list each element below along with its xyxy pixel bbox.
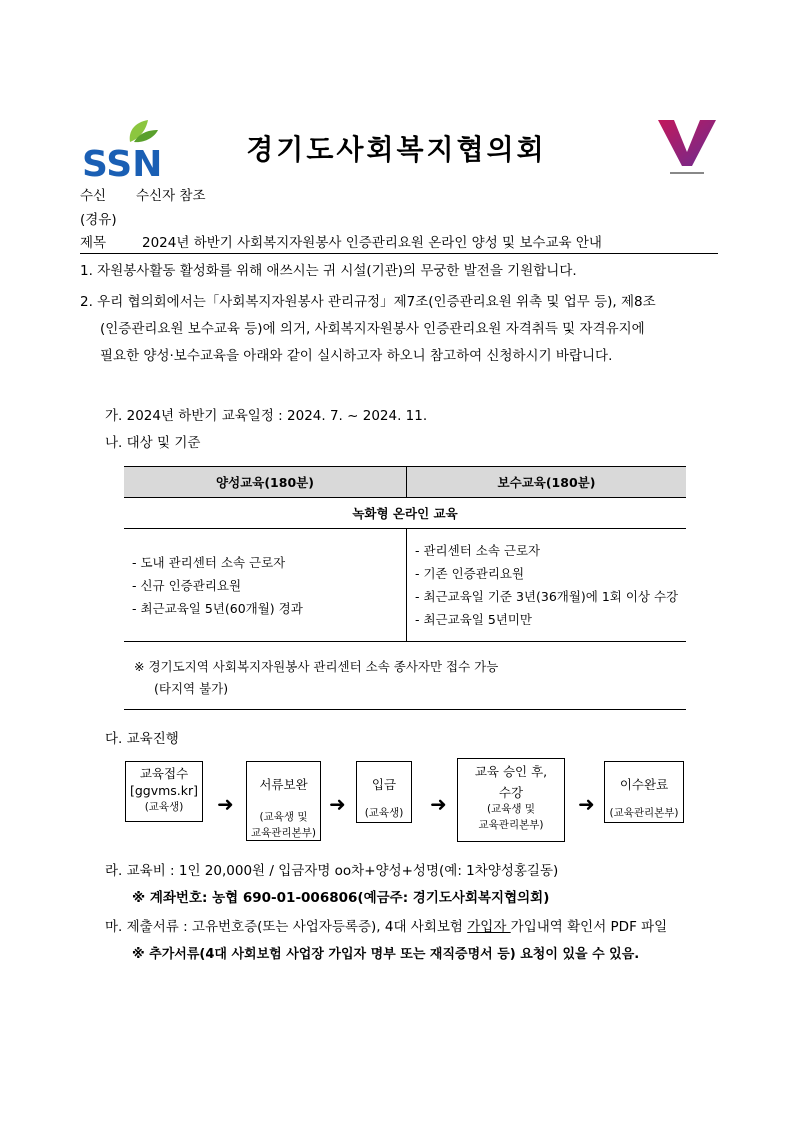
table-note-line-2: (타지역 불가) [154, 681, 229, 696]
paragraph-2-line-1: 2. 우리 협의회에서는「사회복지자원봉사 관리규정」제7조(인증관리요원 위촉 및 업무 등), 제8조 [80, 294, 656, 310]
flow-step-approval [457, 758, 565, 842]
flow-step-sub: (교육생 및 [486, 803, 535, 815]
flow-step-title: 입금 [371, 777, 397, 792]
flow-step-sub-2: 교육관리본부) [251, 827, 316, 839]
ssn-logo-text: SSN [82, 144, 162, 180]
flow-step-sub: (교육생 및 [259, 811, 308, 823]
v-logo [656, 118, 718, 178]
org-title: 경기도사회복지협의회 [246, 133, 547, 166]
flow-step-sub: (교육생) [144, 801, 184, 813]
subject-value: 2024년 하반기 사회복지자원봉사 인증관리요원 온라인 양성 및 보수교육 안내 [142, 235, 602, 251]
item-da: 다. 교육진행 [105, 731, 179, 747]
flow-step-title: 교육접수 [139, 766, 189, 781]
flow-step-sub-2: 교육관리본부) [478, 819, 544, 831]
arrow-icon: ➜ [578, 792, 595, 816]
flow-step-documents [246, 761, 321, 841]
item-ma-prefix: 마. 제출서류 : 고유번호증(또는 사업자등록증), 4대 사회보험 [105, 919, 468, 935]
subject-label: 제목 [80, 235, 107, 251]
flow-step-registration [125, 761, 203, 822]
list-item: - 신규 인증관리요원 [132, 577, 242, 593]
item-ma-underlined: 가입자 [467, 919, 511, 935]
table-bottom-rule [124, 709, 686, 710]
account-note: ※ 계좌번호: 농협 690-01-006806(예금주: 경기도사회복지협의회) [132, 890, 550, 906]
paragraph-1: 1. 자원봉사활동 활성화를 위해 애쓰시는 귀 시설(기관)의 무궁한 발전을 기원합니다. [80, 263, 577, 279]
flow-step-sub: (교육관리본부) [609, 807, 679, 819]
flow-step-title: 서류보완 [259, 777, 308, 792]
flow-step-title: 이수완료 [619, 777, 669, 792]
arrow-icon: ➜ [329, 792, 346, 816]
table-note [134, 656, 498, 700]
additional-docs-note: ※ 추가서류(4대 사회보험 사업장 가입자 명부 또는 재직증명서 등) 요청이 있을 수 있음. [132, 947, 640, 962]
flow-step-title-2: 수강 [498, 785, 524, 800]
list-item: - 최근교육일 5년미만 [415, 612, 533, 627]
list-item: - 도내 관리센터 소속 근로자 [132, 554, 286, 570]
table-note-line-1: ※ 경기도지역 사회복지자원봉사 관리센터 소속 종사자만 접수 가능 [134, 659, 499, 674]
arrow-icon: ➜ [430, 792, 447, 816]
item-ra: 라. 교육비 : 1인 20,000원 / 입금자명 oo차+양성+성명(예: 1차양성홍길동) [105, 863, 559, 879]
table-header-refresher: 보수교육(180분) [407, 467, 687, 498]
flow-step-title-2: [ggvms.kr] [129, 783, 199, 798]
paragraph-2-line-2: (인증관리요원 보수교육 등)에 의거, 사회복지자원봉사 인증관리요원 자격취득 및 자격유지에 [100, 321, 645, 337]
arrow-icon: ➜ [217, 792, 234, 816]
list-item: - 최근교육일 5년(60개월) 경과 [132, 600, 303, 616]
paragraph-2-line-3: 필요한 양성·보수교육을 아래와 같이 실시하고자 하오니 참고하여 신청하시기 바랍니다. [100, 348, 613, 364]
item-ma-suffix: 가입내역 확인서 PDF 파일 [510, 919, 668, 935]
list-item: - 관리센터 소속 근로자 [415, 543, 541, 558]
item-ma [105, 916, 667, 938]
subject-divider [80, 253, 718, 254]
flow-step-title: 교육 승인 후, [474, 764, 548, 779]
flow-step-payment [356, 761, 412, 823]
table-merged-row: 녹화형 온라인 교육 [124, 498, 686, 529]
criteria-table [124, 466, 686, 642]
table-cell-refresher [407, 529, 687, 642]
via-label: (경유) [80, 212, 117, 228]
list-item: - 기존 인증관리요원 [415, 566, 525, 581]
recipient-label: 수신 [80, 188, 107, 204]
recipient-value: 수신자 참조 [136, 188, 206, 204]
flow-step-sub: (교육생) [364, 807, 404, 819]
table-header-training: 양성교육(180분) [124, 467, 407, 498]
flow-step-completion [604, 761, 684, 823]
item-na: 나. 대상 및 기준 [105, 435, 201, 451]
item-ga: 가. 2024년 하반기 교육일정 : 2024. 7. ~ 2024. 11. [105, 408, 428, 424]
list-item: - 최근교육일 기준 3년(36개월)에 1회 이상 수강 [415, 589, 679, 604]
table-cell-training [124, 529, 407, 642]
